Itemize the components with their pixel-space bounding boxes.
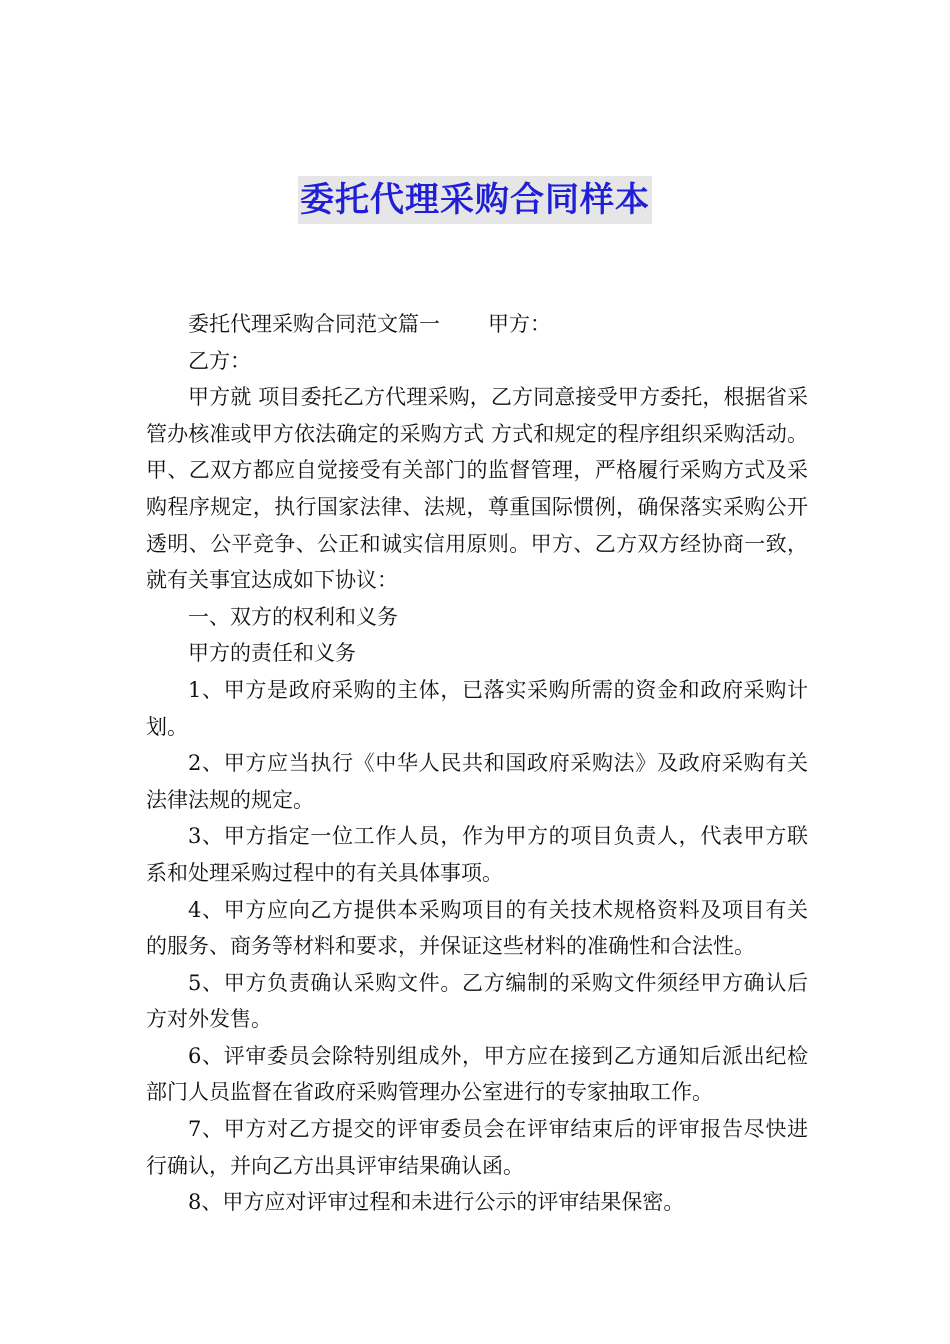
party-b-label: 乙方： [188, 348, 251, 373]
document-title: 委托代理采购合同样本 [298, 176, 652, 224]
document-body [146, 306, 808, 1221]
paragraph-preamble: 甲方就 项目委托乙方代理采购，乙方同意接受甲方委托，根据省采管办核准或甲方依法确定的采购方式 方式和规定的程序组织采购活动。甲、乙双方都应自觉接受有关部门的监督管理，严格履行采购方式及采购程序规定，执行国家法律、法规，尊重国际惯例，确保落实采购公开透明、公平竞争、公正和诚实信用原则。甲方、乙方双方经协商一致，就有关事宜达成如下协议： [146, 385, 808, 593]
intro-line [146, 306, 808, 343]
title-container [0, 176, 950, 224]
clause-8: 8、甲方应对评审过程和未进行公示的评审结果保密。 [188, 1190, 685, 1215]
party-a-label: 甲方： [488, 312, 551, 336]
clause-7: 7、甲方对乙方提交的评审委员会在评审结束后的评审报告尽快进行确认，并向乙方出具评审结果确认函。 [146, 1117, 808, 1178]
section-heading: 一、双方的权利和义务 [188, 604, 398, 629]
subsection-heading: 甲方的责任和义务 [188, 641, 356, 666]
clause-1: 1、甲方是政府采购的主体，已落实采购所需的资金和政府采购计划。 [146, 677, 808, 739]
clause-4: 4、甲方应向乙方提供本采购项目的有关技术规格资料及项目有关的服务、商务等材料和要求，并保证这些材料的准确性和合法性。 [146, 897, 808, 959]
intro-heading: 委托代理采购合同范文篇一 [188, 312, 440, 336]
clause-2: 2、甲方应当执行《中华人民共和国政府采购法》及政府采购有关法律法规的规定。 [146, 751, 808, 812]
clause-6: 6、评审委员会除特别组成外，甲方应在接到乙方通知后派出纪检部门人员监督在省政府采购管理办公室进行的专家抽取工作。 [146, 1043, 808, 1105]
clause-5: 5、甲方负责确认采购文件。乙方编制的采购文件须经甲方确认后方对外发售。 [146, 970, 808, 1032]
clause-3: 3、甲方指定一位工作人员，作为甲方的项目负责人，代表甲方联系和处理采购过程中的有关具体事项。 [146, 824, 808, 885]
